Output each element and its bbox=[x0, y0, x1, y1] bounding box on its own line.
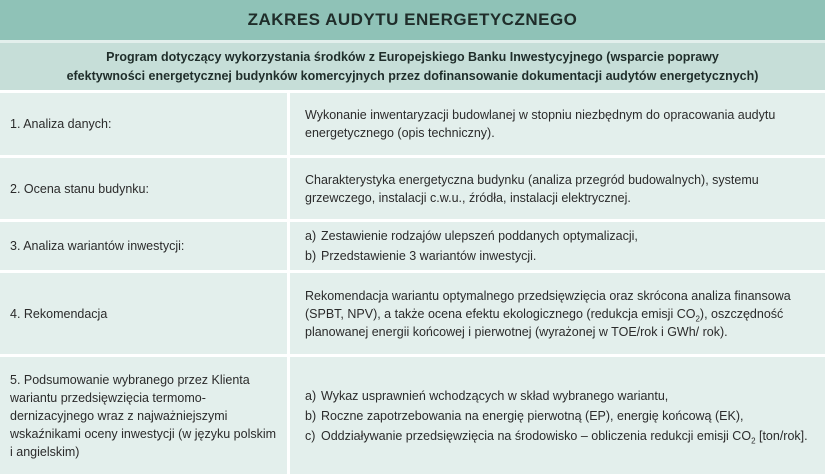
row-description bbox=[293, 273, 825, 354]
list-item bbox=[305, 227, 811, 245]
table-row bbox=[0, 90, 825, 155]
row-description-text bbox=[305, 287, 811, 341]
table-subtitle bbox=[0, 43, 825, 90]
row-description-part: Rekomendacja wariantu optymalnego przedsięwzięcia oraz skrócona analiza finansowa (SPBT, NPV), a także ocena efektu ekologicznego (redukcja emisji CO bbox=[305, 288, 791, 321]
co2-subscript: 2 bbox=[751, 436, 756, 445]
row-label: 5. Podsumowanie wybranego przez Klienta wariantu przedsięwzięcia termomo-dernizacyjnego wraz z najważniejszymi wskaźnikami oceny inwestycji (w języku polskim i angielskim) bbox=[0, 357, 290, 474]
row-description bbox=[293, 222, 825, 270]
row-label: 2. Ocena stanu budynku: bbox=[0, 158, 290, 219]
list-item-text bbox=[321, 427, 808, 445]
list-item bbox=[305, 247, 811, 265]
row-description bbox=[293, 158, 825, 219]
table-row bbox=[0, 155, 825, 219]
list-item-text: Roczne zapotrzebowania na energię pierwotną (EP), energię końcową (EK), bbox=[321, 408, 744, 423]
table-row bbox=[0, 354, 825, 474]
list-item-text: Zestawienie rodzajów ulepszeń poddanych optymalizacji, bbox=[321, 229, 638, 243]
co2-subscript: 2 bbox=[695, 314, 700, 323]
subtitle-line-2: efektywności energetycznej budynków komercyjnych przez dofinansowanie dokumentacji audytów energetycznych) bbox=[66, 68, 759, 83]
row-description-text: Wykonanie inwentaryzacji budowlanej w stopniu niezbędnym do opracowania audytu energetycznego (opis techniczny). bbox=[305, 108, 776, 140]
list-marker: b) bbox=[305, 408, 317, 423]
list-item bbox=[305, 407, 811, 425]
list-item-part: Oddziaływanie przedsięwzięcia na środowisko – obliczenia redukcji emisji CO bbox=[321, 428, 752, 443]
row-label: 1. Analiza danych: bbox=[0, 93, 290, 155]
table-title: ZAKRES AUDYTU ENERGETYCZNEGO bbox=[0, 0, 825, 40]
list-marker: c) bbox=[305, 428, 316, 443]
list-marker: b) bbox=[305, 249, 317, 263]
row-description bbox=[293, 357, 825, 474]
row-label: 3. Analiza wariantów inwestycji: bbox=[0, 222, 290, 270]
row-label: 4. Rekomendacja bbox=[0, 273, 290, 354]
list-marker: a) bbox=[305, 388, 317, 403]
list-item-text: Przedstawienie 3 wariantów inwestycji. bbox=[321, 249, 537, 263]
row-description-part: ), oszczędność planowanej energii końcowej i pierwotnej (wyrażonej w TOE/rok i GWh/ rok). bbox=[305, 306, 784, 339]
list-marker: a) bbox=[305, 229, 317, 243]
list-item bbox=[305, 427, 811, 445]
row-description-text: Charakterystyka energetyczna budynku (analiza przegród budowalnych), systemu grzewczego, instalacji c.w.u., źródła, instalacji elektrycznej. bbox=[305, 172, 759, 205]
list-item-part: [ton/rok]. bbox=[755, 428, 808, 443]
list-item bbox=[305, 387, 811, 405]
table-row bbox=[0, 270, 825, 354]
table-row bbox=[0, 219, 825, 270]
row-description bbox=[293, 93, 825, 155]
subtitle-line-1: Program dotyczący wykorzystania środków z Europejskiego Banku Inwestycyjnego (wsparcie poprawy bbox=[106, 49, 719, 64]
list-item-text: Wykaz usprawnień wchodzących w skład wybranego wariantu, bbox=[321, 388, 669, 403]
